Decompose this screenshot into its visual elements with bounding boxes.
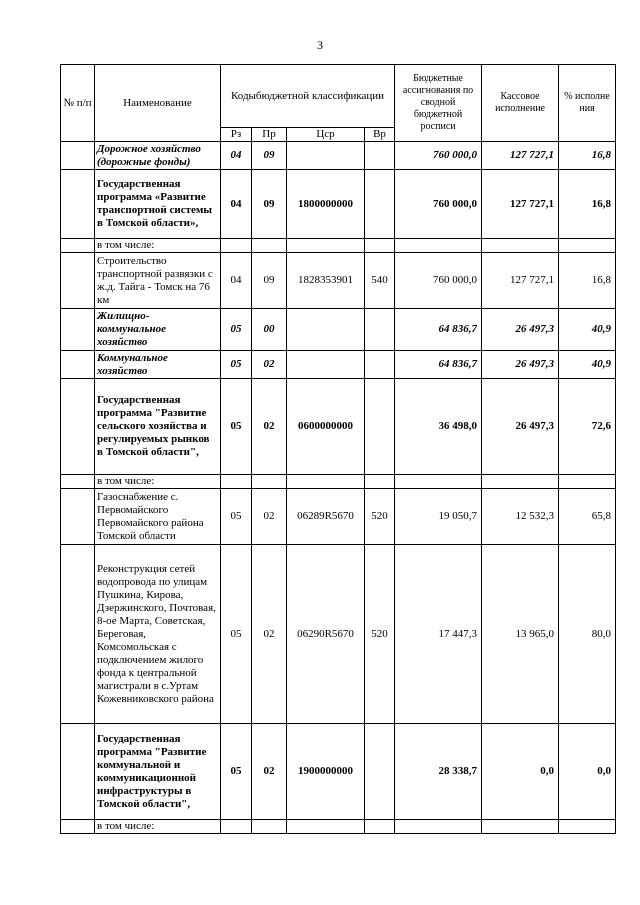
cell-name: в том числе: bbox=[95, 475, 221, 489]
cell-vr: 520 bbox=[365, 489, 395, 545]
cell-rz: 05 bbox=[221, 489, 252, 545]
cell-pct: 16,8 bbox=[559, 142, 616, 170]
cell-rz: 05 bbox=[221, 309, 252, 351]
cell-pr: 02 bbox=[252, 489, 287, 545]
cell-pr: 09 bbox=[252, 142, 287, 170]
cell-cash: 127 727,1 bbox=[482, 170, 559, 239]
cell-name: Реконструкция сетей водопровода по улицам Пушкина, Кирова, Дзержинского, Почтовая, 8-ое Марта, Советская, Береговая, Комсомольская с подключением жилого фонда к центральной магистрали в с.Уртам Кожевниковского района bbox=[95, 545, 221, 724]
cell-pct: 16,8 bbox=[559, 170, 616, 239]
cell-vr bbox=[365, 170, 395, 239]
cell-rz bbox=[221, 475, 252, 489]
cell-num bbox=[61, 545, 95, 724]
cell-num bbox=[61, 724, 95, 820]
cell-pr: 02 bbox=[252, 545, 287, 724]
cell-csr bbox=[287, 820, 365, 834]
cell-rz: 04 bbox=[221, 253, 252, 309]
cell-name: Жилищно-коммунальное хозяйство bbox=[95, 309, 221, 351]
cell-assign bbox=[395, 239, 482, 253]
cell-num bbox=[61, 379, 95, 475]
cell-num bbox=[61, 475, 95, 489]
cell-cash: 26 497,3 bbox=[482, 309, 559, 351]
cell-cash bbox=[482, 239, 559, 253]
header-name: Наименование bbox=[95, 65, 221, 142]
cell-pr bbox=[252, 239, 287, 253]
cell-num bbox=[61, 820, 95, 834]
table-row bbox=[61, 489, 616, 545]
budget-table bbox=[60, 64, 616, 834]
cell-vr: 520 bbox=[365, 545, 395, 724]
cell-name: в том числе: bbox=[95, 820, 221, 834]
cell-assign: 28 338,7 bbox=[395, 724, 482, 820]
cell-rz: 05 bbox=[221, 545, 252, 724]
header-pr: Пр bbox=[252, 128, 287, 142]
cell-pr: 02 bbox=[252, 351, 287, 379]
table-row bbox=[61, 253, 616, 309]
cell-cash: 13 965,0 bbox=[482, 545, 559, 724]
table-row bbox=[61, 239, 616, 253]
table-row bbox=[61, 142, 616, 170]
cell-assign: 19 050,7 bbox=[395, 489, 482, 545]
cell-num bbox=[61, 253, 95, 309]
cell-vr bbox=[365, 309, 395, 351]
header-rz: Рз bbox=[221, 128, 252, 142]
cell-cash: 26 497,3 bbox=[482, 351, 559, 379]
cell-assign: 760 000,0 bbox=[395, 170, 482, 239]
cell-vr: 540 bbox=[365, 253, 395, 309]
cell-cash: 127 727,1 bbox=[482, 142, 559, 170]
cell-cash bbox=[482, 475, 559, 489]
cell-pr bbox=[252, 475, 287, 489]
cell-rz bbox=[221, 820, 252, 834]
cell-vr bbox=[365, 239, 395, 253]
cell-csr bbox=[287, 239, 365, 253]
cell-pr: 00 bbox=[252, 309, 287, 351]
cell-csr: 0600000000 bbox=[287, 379, 365, 475]
cell-pct: 0,0 bbox=[559, 724, 616, 820]
cell-csr: 06289R5670 bbox=[287, 489, 365, 545]
header-row bbox=[61, 65, 616, 128]
cell-rz: 05 bbox=[221, 724, 252, 820]
cell-num bbox=[61, 351, 95, 379]
header-pct: % исполне ния bbox=[559, 65, 616, 142]
cell-pct: 72,6 bbox=[559, 379, 616, 475]
cell-cash: 0,0 bbox=[482, 724, 559, 820]
cell-rz: 05 bbox=[221, 351, 252, 379]
cell-pr: 02 bbox=[252, 379, 287, 475]
table-row bbox=[61, 309, 616, 351]
cell-pr: 02 bbox=[252, 724, 287, 820]
cell-name: Газоснабжение с. Первомайского Первомайского района Томской области bbox=[95, 489, 221, 545]
cell-pr bbox=[252, 820, 287, 834]
cell-assign: 760 000,0 bbox=[395, 253, 482, 309]
table-row bbox=[61, 820, 616, 834]
cell-pct: 65,8 bbox=[559, 489, 616, 545]
table-row bbox=[61, 545, 616, 724]
cell-name: Дорожное хозяйство (дорожные фонды) bbox=[95, 142, 221, 170]
cell-name: Государственная программа «Развитие транспортной системы в Томской области», bbox=[95, 170, 221, 239]
cell-pr: 09 bbox=[252, 253, 287, 309]
table-row bbox=[61, 379, 616, 475]
header-num: № п/п bbox=[61, 65, 95, 142]
cell-pct bbox=[559, 239, 616, 253]
cell-rz bbox=[221, 239, 252, 253]
cell-name: Строительство транспортной развязки с ж.д. Тайга - Томск на 76 км bbox=[95, 253, 221, 309]
header-cash: Кассовое исполнение bbox=[482, 65, 559, 142]
cell-assign bbox=[395, 475, 482, 489]
cell-cash: 127 727,1 bbox=[482, 253, 559, 309]
cell-assign bbox=[395, 820, 482, 834]
cell-csr bbox=[287, 142, 365, 170]
cell-rz: 04 bbox=[221, 170, 252, 239]
cell-pct: 40,9 bbox=[559, 309, 616, 351]
cell-csr: 1800000000 bbox=[287, 170, 365, 239]
cell-assign: 36 498,0 bbox=[395, 379, 482, 475]
header-codes: Кодыбюджетной классификации bbox=[221, 65, 395, 128]
header-csr: Цср bbox=[287, 128, 365, 142]
cell-assign: 760 000,0 bbox=[395, 142, 482, 170]
page-number: 3 bbox=[317, 38, 323, 52]
cell-vr bbox=[365, 142, 395, 170]
cell-pct: 16,8 bbox=[559, 253, 616, 309]
cell-vr bbox=[365, 475, 395, 489]
cell-pct bbox=[559, 820, 616, 834]
table-row bbox=[61, 170, 616, 239]
cell-vr bbox=[365, 724, 395, 820]
cell-pct: 40,9 bbox=[559, 351, 616, 379]
table-row bbox=[61, 724, 616, 820]
cell-name: Коммунальное хозяйство bbox=[95, 351, 221, 379]
cell-assign: 64 836,7 bbox=[395, 309, 482, 351]
cell-rz: 04 bbox=[221, 142, 252, 170]
cell-csr: 06290R5670 bbox=[287, 545, 365, 724]
cell-csr bbox=[287, 309, 365, 351]
cell-csr bbox=[287, 475, 365, 489]
cell-num bbox=[61, 142, 95, 170]
table-row bbox=[61, 475, 616, 489]
cell-csr: 1900000000 bbox=[287, 724, 365, 820]
cell-name: Государственная программа "Развитие коммунальной и коммуникационной инфраструктуры в Томской области", bbox=[95, 724, 221, 820]
cell-csr: 1828353901 bbox=[287, 253, 365, 309]
cell-pr: 09 bbox=[252, 170, 287, 239]
cell-pct: 80,0 bbox=[559, 545, 616, 724]
cell-rz: 05 bbox=[221, 379, 252, 475]
cell-num bbox=[61, 239, 95, 253]
cell-cash: 12 532,3 bbox=[482, 489, 559, 545]
cell-name: Государственная программа "Развитие сельского хозяйства и регулируемых рынков в Томской области", bbox=[95, 379, 221, 475]
cell-vr bbox=[365, 379, 395, 475]
cell-vr bbox=[365, 351, 395, 379]
header-vr: Вр bbox=[365, 128, 395, 142]
header-assign: Бюджетные ассигнования по сводной бюджетной росписи bbox=[395, 65, 482, 142]
cell-name: в том числе: bbox=[95, 239, 221, 253]
cell-num bbox=[61, 170, 95, 239]
cell-assign: 17 447,3 bbox=[395, 545, 482, 724]
cell-cash bbox=[482, 820, 559, 834]
cell-csr bbox=[287, 351, 365, 379]
cell-assign: 64 836,7 bbox=[395, 351, 482, 379]
cell-num bbox=[61, 489, 95, 545]
table-row bbox=[61, 351, 616, 379]
cell-vr bbox=[365, 820, 395, 834]
cell-num bbox=[61, 309, 95, 351]
cell-pct bbox=[559, 475, 616, 489]
cell-cash: 26 497,3 bbox=[482, 379, 559, 475]
